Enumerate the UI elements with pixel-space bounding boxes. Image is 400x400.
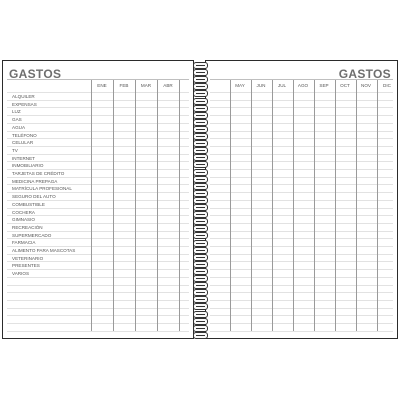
ruled-line xyxy=(7,254,189,255)
spiral-coil xyxy=(193,332,208,346)
ruled-line xyxy=(7,223,189,224)
spiral-wire xyxy=(193,303,208,310)
spiral-wire xyxy=(193,183,208,190)
column-divider xyxy=(113,80,114,331)
ruled-line xyxy=(210,231,393,232)
spiral-wire xyxy=(193,83,208,90)
column-divider xyxy=(251,80,252,331)
spiral-wire xyxy=(193,254,208,261)
ruled-line xyxy=(210,315,393,316)
ruled-line xyxy=(7,323,189,324)
ruled-line xyxy=(210,331,393,332)
month-header: MAR xyxy=(140,83,152,88)
spiral-wire xyxy=(193,218,208,225)
ruled-line xyxy=(210,177,393,178)
expense-category: COMBUSTIBLE xyxy=(12,201,45,207)
month-header: AGO xyxy=(297,83,309,88)
ruled-line xyxy=(7,285,189,286)
ruled-line xyxy=(210,223,393,224)
ruled-line xyxy=(7,161,189,162)
ruled-line xyxy=(210,215,393,216)
expense-category: INTERNET xyxy=(12,155,35,161)
column-divider xyxy=(135,80,136,331)
ruled-line xyxy=(7,277,189,278)
ruled-line xyxy=(7,115,189,116)
spiral-wire xyxy=(193,211,208,218)
expense-category: ALQUILER xyxy=(12,94,35,99)
expense-category: EXPENSAS xyxy=(12,101,37,107)
column-divider xyxy=(335,80,336,331)
spiral-wire xyxy=(193,176,208,183)
spiral-wire xyxy=(193,325,208,332)
ruled-line xyxy=(7,331,189,332)
ruled-line xyxy=(7,246,189,247)
ruled-line xyxy=(210,192,393,193)
expense-category: LUZ xyxy=(12,109,21,115)
month-header: JUN xyxy=(256,83,266,88)
column-divider xyxy=(314,80,315,331)
month-header: ABR xyxy=(163,83,173,88)
expense-category: AGUA xyxy=(12,124,26,130)
month-header: MAY xyxy=(235,83,245,88)
ruled-line xyxy=(210,254,393,255)
spiral-wire xyxy=(193,232,208,239)
ruled-line xyxy=(7,177,189,178)
ruled-line xyxy=(210,292,393,293)
month-header: FEB xyxy=(119,83,129,88)
spiral-wire xyxy=(193,204,208,211)
right-page xyxy=(205,60,398,339)
ruled-line xyxy=(7,208,189,209)
spiral-wire xyxy=(193,133,208,140)
expense-category: PRESENTES xyxy=(12,263,40,269)
expense-category: FARMACIA xyxy=(12,240,36,246)
ruled-line xyxy=(210,308,393,309)
ruled-line xyxy=(7,169,189,170)
expense-category: VETERINARIO xyxy=(12,255,44,261)
spiral-wire xyxy=(193,247,208,254)
column-divider xyxy=(293,80,294,331)
ruled-line xyxy=(7,231,189,232)
spiral-wire xyxy=(193,126,208,133)
month-header: NOV xyxy=(361,83,371,88)
expense-category: GIMNASIO xyxy=(12,217,35,223)
expense-category: ALIMENTO PARA MASCOTAS xyxy=(12,248,76,253)
ruled-line xyxy=(7,192,189,193)
column-divider xyxy=(91,80,92,331)
column-divider xyxy=(179,80,180,331)
ruled-line xyxy=(7,154,189,155)
left-page-title: GASTOS xyxy=(9,67,62,81)
ruled-line xyxy=(210,261,393,262)
ruled-line xyxy=(210,100,393,101)
spiral-wire xyxy=(193,282,208,289)
ruled-line xyxy=(210,131,393,132)
spiral-wire xyxy=(193,69,208,76)
spiral-wire xyxy=(193,275,208,282)
ruled-line xyxy=(210,146,393,147)
ruled-line xyxy=(7,146,189,147)
ruled-line xyxy=(7,215,189,216)
right-expense-grid xyxy=(210,79,393,332)
ruled-line xyxy=(210,161,393,162)
spiral-wire xyxy=(193,190,208,197)
column-divider xyxy=(157,80,158,331)
spiral-wire xyxy=(193,289,208,296)
ruled-line xyxy=(210,138,393,139)
month-header: ENE xyxy=(97,83,107,88)
left-expense-grid xyxy=(7,79,189,332)
ruled-line xyxy=(7,300,189,301)
spiral-wire xyxy=(193,161,208,168)
expense-category: CELULAR xyxy=(12,140,34,146)
expense-category: COCHERA xyxy=(12,209,35,215)
column-divider xyxy=(377,80,378,331)
ruled-line xyxy=(210,269,393,270)
ruled-line xyxy=(210,208,393,209)
ruled-line xyxy=(7,123,189,124)
month-header: DIC xyxy=(383,83,391,88)
spiral-wire xyxy=(193,261,208,268)
ruled-line xyxy=(210,300,393,301)
expense-category: SEGURO DEL AUTO xyxy=(12,194,56,200)
expense-category: SUPERMERCADO xyxy=(12,232,52,238)
ruled-line xyxy=(210,277,393,278)
spiral-wire xyxy=(193,147,208,154)
spiral-wire xyxy=(193,332,208,339)
spiral-wire xyxy=(193,90,208,97)
expense-category: TV xyxy=(12,147,18,153)
ruled-line xyxy=(210,115,393,116)
right-page-title: GASTOS xyxy=(338,67,391,81)
spiral-wire xyxy=(193,119,208,126)
expense-category: TARJETAS DE CRÉDITO xyxy=(12,171,65,176)
spiral-wire xyxy=(193,154,208,161)
expense-category: INMOBILIARIO xyxy=(12,163,44,169)
spiral-wire xyxy=(193,76,208,83)
ruled-line xyxy=(210,123,393,124)
expense-category: TELÉFONO xyxy=(12,132,37,138)
spiral-wire xyxy=(193,140,208,147)
ruled-line xyxy=(7,107,189,108)
spiral-wire xyxy=(193,98,208,105)
ruled-line xyxy=(7,100,189,101)
column-divider xyxy=(356,80,357,331)
ruled-line xyxy=(210,184,393,185)
ruled-line xyxy=(7,292,189,293)
spiral-wire xyxy=(193,311,208,318)
spiral-wire xyxy=(193,169,208,176)
ruled-line xyxy=(210,92,393,93)
column-divider xyxy=(272,80,273,331)
expense-category: VARIOS xyxy=(12,271,30,277)
ruled-line xyxy=(7,238,189,239)
expense-category: RECREACIÓN xyxy=(12,224,43,230)
ruled-line xyxy=(7,92,189,93)
spiral-wire xyxy=(193,240,208,247)
ruled-line xyxy=(7,308,189,309)
spiral-wire xyxy=(193,197,208,204)
ruled-line xyxy=(210,200,393,201)
ruled-line xyxy=(210,107,393,108)
spiral-wire xyxy=(193,318,208,325)
ruled-line xyxy=(210,238,393,239)
month-header: OCT xyxy=(340,83,350,88)
ruled-line xyxy=(7,315,189,316)
expense-category: GAS xyxy=(12,117,22,123)
ruled-line xyxy=(210,169,393,170)
ruled-line xyxy=(7,138,189,139)
ruled-line xyxy=(210,154,393,155)
expense-category: MEDICINA PREPAGA xyxy=(12,178,58,184)
ruled-line xyxy=(7,131,189,132)
month-header: SEP xyxy=(319,83,329,88)
ruled-line xyxy=(7,269,189,270)
expense-category: MATRÍCULA PROFESIONAL xyxy=(12,186,72,192)
ruled-line xyxy=(210,323,393,324)
ruled-line xyxy=(7,200,189,201)
spiral-wire xyxy=(193,268,208,275)
column-divider xyxy=(230,80,231,331)
spiral-wire xyxy=(193,296,208,303)
spiral-wire xyxy=(193,225,208,232)
left-page xyxy=(2,60,194,339)
month-header: JUL xyxy=(277,83,287,88)
spiral-wire xyxy=(193,105,208,112)
ruled-line xyxy=(210,246,393,247)
spiral-wire xyxy=(193,62,208,69)
ruled-line xyxy=(210,285,393,286)
ruled-line xyxy=(7,261,189,262)
spiral-wire xyxy=(193,112,208,119)
